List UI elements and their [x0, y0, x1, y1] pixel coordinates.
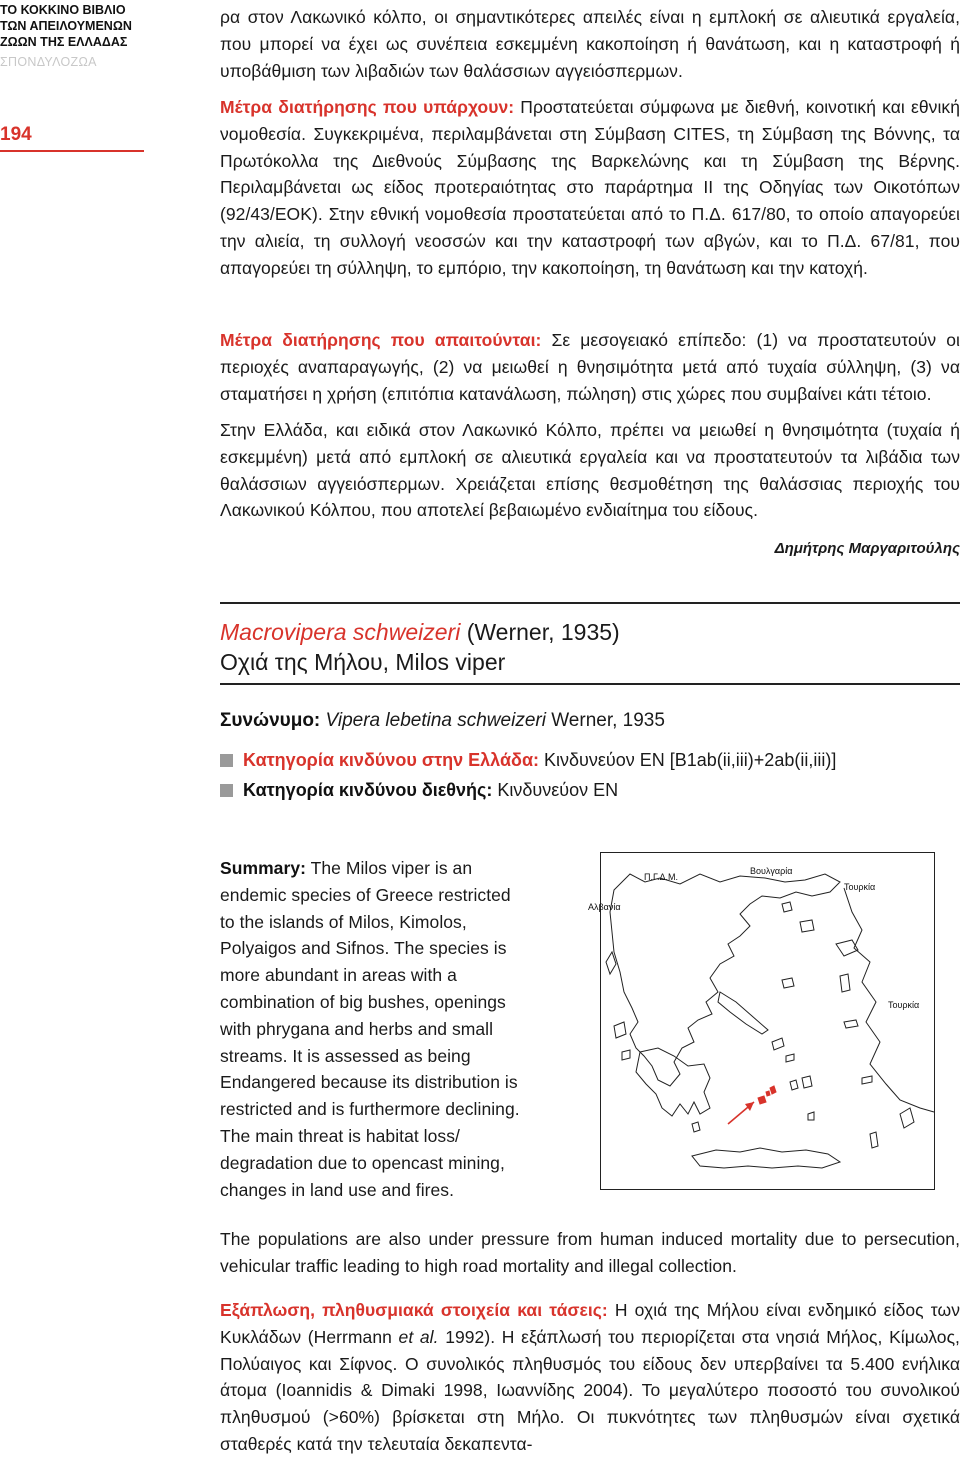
skyros-island	[782, 978, 794, 988]
author-signature: Δημήτρης Μαργαριτούλης	[774, 540, 960, 557]
species-authority: (Werner, 1935)	[460, 619, 620, 645]
page-number-rule	[0, 150, 144, 152]
tinos-island	[786, 1054, 794, 1062]
kefalonia-island	[614, 1022, 626, 1038]
section-divider-bottom	[220, 683, 960, 685]
category-global-label: Κατηγορία κινδύνου διεθνής:	[243, 780, 493, 800]
distribution-paragraph	[220, 1297, 960, 1458]
paros-island	[790, 1080, 798, 1090]
crete-coastline	[692, 1148, 840, 1168]
thasos-island	[782, 902, 792, 912]
summary-block	[220, 855, 525, 1203]
map-label-albania: Αλβανία	[588, 902, 621, 912]
square-bullet-icon	[220, 784, 233, 797]
distribution-body-2: 1992). Η εξάπλωσή του περιορίζεται στα νησιά Μήλος, Κίμωλος, Πολύαιγος και Σίφνος. Ο συνολικός πληθυσμός του είδους δεν υπερβαίνει τα 5.400 ενήλικα άτομα (Ioannidis & Dimaki 1998, Ιωαννίδης 2004). Το μεγαλύτερο ποσοστό του συνολικού πληθυσμού (>60%) βρίσκεται στη Μήλο. Οι πυκνότητες των πληθυσμών είναι σχετικά σταθερές κατά την τελευταία δεκαπεντα-	[220, 1326, 960, 1454]
existing-measures-heading: Μέτρα διατήρησης που υπάρχουν:	[220, 97, 515, 117]
species-heading	[220, 617, 620, 677]
greece-map-outline	[600, 852, 935, 1190]
naxos-island	[802, 1076, 812, 1088]
karpathos-island	[870, 1132, 878, 1148]
distribution-body-1: Η οχιά της Μήλου είναι ενδημικό είδος των Κυκλάδων (Herrmann	[220, 1300, 960, 1347]
summary-paragraph	[220, 855, 525, 1203]
species-common-name: Οχιά της Μήλου, Milos viper	[220, 649, 506, 675]
category-global-value: Κινδυνεύον EN	[492, 780, 619, 800]
chios-island	[840, 974, 850, 992]
synonym-scientific: Vipera lebetina schweizeri	[320, 710, 546, 731]
required-measures-paragraph	[220, 327, 960, 407]
kimolos-island-range	[766, 1091, 770, 1096]
map-label-turkey-east: Τουρκία	[888, 1000, 920, 1010]
category-greece	[220, 750, 836, 771]
existing-measures-body: Προστατεύεται σύμφωνα με διεθνή, κοινοτική και εθνική νομοθεσία. Συγκεκριμένα, περιλαμβάνεται στη Σύμβαση CITES, τη Σύμβαση της Βόννης, τα Πρωτόκολλα της Διεθνούς Σύμβασης της Βαρκελώνης και τη Σύμβαση της Βέρνης. Περιλαμβάνεται ως είδος προτεραιότητας στο παράρτημα ΙΙ της Οδηγίας των Οικοτόπων (92/43/ΕΟΚ). Στην εθνική νομοθεσία προστατεύεται από το Π.Δ. 617/80, το οποίο απαγορεύει την αλιεία, τη συλλογή νεοσσών και την καταστροφή των αβγών, και το Π.Δ. 67/81, που απαγορεύει τη σύλληψη, το εμπόριο, την κακοποίηση, τη θανάτωση και την κατοχή.	[220, 97, 960, 278]
section-label: ΣΠΟΝΔΥΛΟΖΩΑ	[0, 55, 97, 69]
square-bullet-icon	[220, 754, 233, 767]
kos-island	[862, 1076, 872, 1084]
required-measures-heading: Μέτρα διατήρησης που απαιτούνται:	[220, 330, 542, 350]
existing-measures-paragraph	[220, 94, 960, 282]
summary-body: The Milos viper is an endemic species of Greece restricted to the islands of Milos, Kimolos, Polyaigos and Sifnos. The species is more abundant in areas with a combination of big bushes, openings with phrygana and herbs and small streams. It is assessed as being Endangered because its distribution is restricted and is furthermore declining. The main threat is habitat loss/ degradation due to opencast mining, changes in land use and fires.	[220, 858, 520, 1200]
synonym-label: Συνώνυμο:	[220, 710, 321, 731]
map-label-fyrom: Π.Γ.Δ.Μ.	[644, 872, 678, 882]
synonym-line	[220, 710, 665, 732]
distribution-map	[588, 852, 935, 1190]
book-title: ΤΟ ΚΟΚΚΙΝΟ ΒΙΒΛΙΟ ΤΩΝ ΑΠΕΙΛΟΥΜΕΝΩΝ ΖΩΩΝ ΤΗΣ ΕΛΛΑΔΑΣ	[0, 3, 132, 49]
map-label-bulgaria: Βουλγαρία	[750, 866, 793, 876]
category-greece-label: Κατηγορία κινδύνου στην Ελλάδα:	[243, 750, 540, 770]
sifnos-island-range	[770, 1086, 776, 1094]
species-scientific-name: Macrovipera schweizeri	[220, 619, 461, 645]
category-global	[220, 780, 618, 801]
distribution-et-al: et al.	[398, 1326, 439, 1347]
page-number: 194	[0, 124, 32, 145]
distribution-heading: Εξάπλωση, πληθυσμιακά στοιχεία και τάσεις:	[220, 1300, 608, 1320]
samos-island	[844, 1020, 858, 1028]
category-greece-value: Κινδυνεύον EN [B1ab(ii,iii)+2ab(ii,iii)]	[539, 750, 837, 770]
milos-island-range	[758, 1096, 766, 1104]
limnos-island	[800, 920, 814, 932]
section-divider-top	[220, 602, 960, 604]
synonym-authority: Werner, 1935	[545, 710, 665, 731]
required-measures-body: Σε μεσογειακό επίπεδο: (1) να προστατευτούν οι περιοχές αναπαραγωγής, (2) να μειωθεί η θνησιμότητα μετά από τυχαία σύλληψη, (3) να σταματήσει η χρήση (επιτόπια κατανάλωση, πώληση) στις χώρες που συμβαίνει κάτι τέτοιο.	[220, 330, 960, 404]
arrow-icon-head	[745, 1102, 754, 1111]
rhodes-island	[900, 1108, 914, 1128]
greece-paragraph: Στην Ελλάδα, και ειδικά στον Λακωνικό Κόλπο, πρέπει να μειωθεί η θνησιμότητα (τυχαία ή εσκεμμένη) μετά από εμπλοκή σε αλιευτικά εργαλεία και να προστατευτούν τα λιβάδια των θαλάσσιων αγγειόσπερμων. Χρειάζεται επίσης θεσμοθέτηση της θαλάσσιας περιοχής του Λακωνικού Κόλπου, που αποτελεί βεβαιωμένο ενδιαίτημα του είδους.	[220, 420, 960, 521]
kythira-island	[692, 1122, 700, 1132]
zakynthos-island	[622, 1050, 630, 1060]
euboea-coastline	[718, 992, 768, 1034]
summary-label: Summary:	[220, 858, 306, 878]
map-label-turkey-north: Τουρκία	[844, 882, 876, 892]
intro-paragraph: ρα στον Λακωνικό κόλπο, οι σημαντικότερες απειλές είναι η εμπλοκή σε αλιευτικά εργαλεία, που μπορεί να έχει ως συνέπεια εσκεμμένη κακοποίηση ή θανάτωση, και η καταστροφή ή υποβάθμιση των λιβαδιών των θαλάσσιων αγγειόσπερμων.	[220, 7, 960, 81]
mainland-coastline	[610, 874, 840, 1086]
andros-island	[772, 1038, 784, 1050]
summary-continued: The populations are also under pressure from human induced mortality due to persecution, vehicular traffic leading to high road mortality and illegal collection.	[220, 1229, 960, 1276]
santorini-island	[808, 1112, 814, 1120]
